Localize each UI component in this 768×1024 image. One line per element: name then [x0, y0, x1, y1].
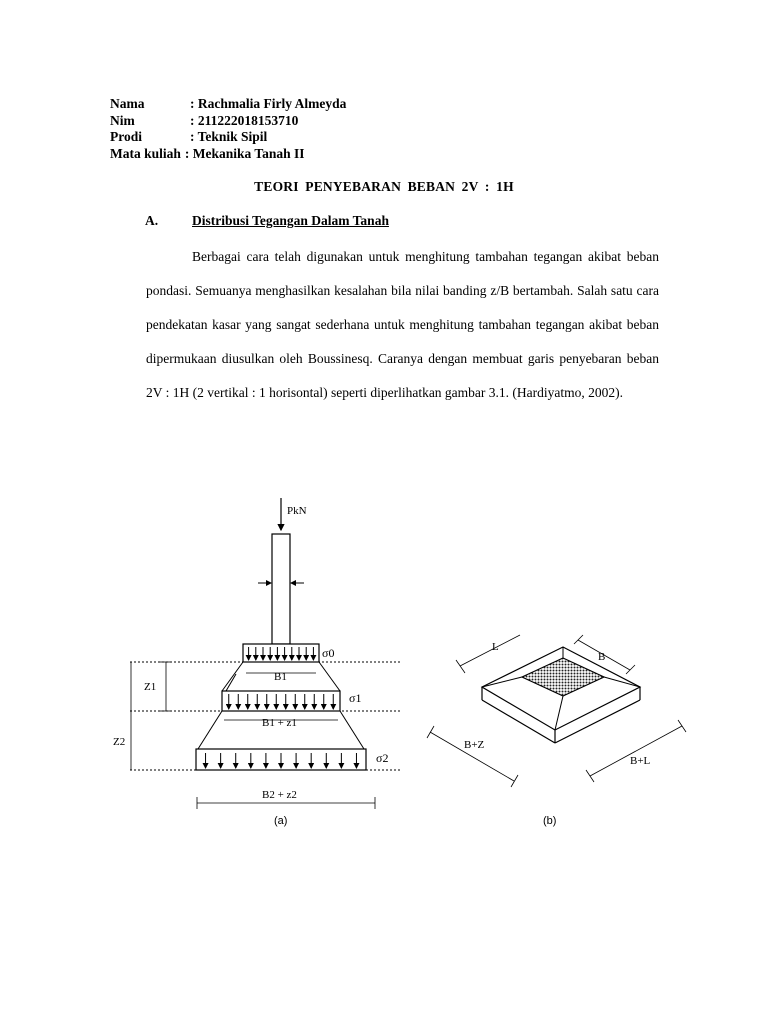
info-value: : Teknik Sipil [190, 129, 268, 144]
b1-z1-label: B1 + z1 [262, 717, 297, 729]
info-row-course [110, 146, 346, 163]
l-label: L [492, 641, 499, 653]
b-label: B [598, 651, 606, 663]
sigma0-label: σ0 [322, 646, 335, 660]
section-letter: A. [145, 213, 159, 228]
info-label: Prodi [110, 129, 143, 144]
info-value: : Rachmalia Firly Almeyda [190, 96, 347, 111]
footing-top [522, 658, 604, 696]
b1-label: B1 [274, 671, 287, 683]
figure-b [427, 635, 686, 787]
stress-distribution-figure [0, 480, 768, 810]
footing [243, 644, 319, 662]
info-value: : Mekanika Tanah II [184, 145, 305, 161]
caption-b: (b) [543, 815, 557, 827]
b2-z2-label: B2 + z2 [262, 789, 297, 801]
figure-a [113, 498, 400, 809]
section-title: Distribusi Tegangan Dalam Tanah [192, 213, 389, 228]
info-label: Mata kuliah [110, 145, 181, 161]
sigma1-label: σ1 [349, 691, 362, 705]
document-title: TEORI PENYEBARAN BEBAN 2V : 1H [254, 179, 514, 194]
b-z-label: B+Z [464, 739, 485, 751]
info-label: Nim [110, 112, 135, 128]
z2-label: Z2 [113, 736, 126, 748]
info-label: Nama [110, 96, 145, 111]
z1-label: Z1 [144, 681, 157, 693]
info-row-nim [110, 113, 346, 130]
column [272, 534, 290, 644]
stress-block-1 [222, 691, 340, 711]
b-l-label: B+L [630, 755, 651, 767]
body-paragraph: Berbagai cara telah digunakan untuk menghitung tambahan tegangan akibat beban pondasi. Semuanya menghasilkan kesalahan bila nilai banding z/B bertambah. Salah satu cara pendekatan kasar yang sangat sederhana untuk menghitung tambahan tegangan akibat beban dipermukaan diusulkan oleh Boussinesq. Caranya dengan membuat garis penyebaran beban 2V : 1H (2 vertikal : 1 horisontal) seperti diperlihatkan gambar 3.1. (Hardiyatmo, 2002). [146, 249, 659, 400]
caption-a: (a) [274, 815, 288, 827]
sigma2-label: σ2 [376, 751, 389, 765]
student-info [110, 96, 346, 162]
info-row-name [110, 96, 346, 113]
info-row-prodi [110, 129, 346, 146]
info-value: : 211222018153710 [190, 112, 299, 128]
load-label: PkN [287, 505, 307, 517]
